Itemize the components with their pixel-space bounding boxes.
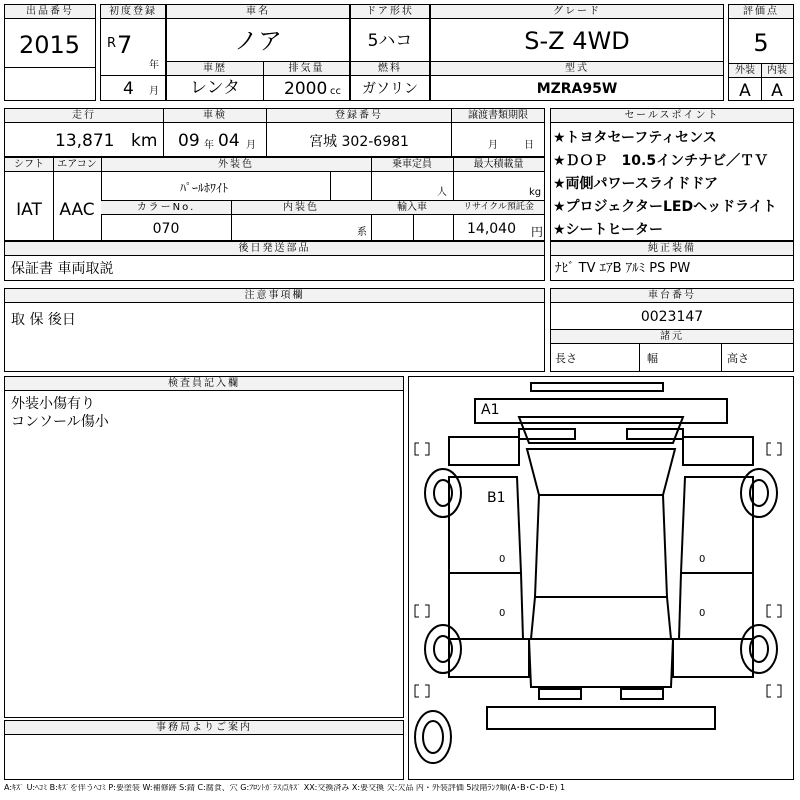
car-name-header: 車名 (167, 5, 349, 19)
fuel: ガソリン (362, 81, 418, 97)
recycle: 14,040 (467, 221, 516, 237)
era-label: R (107, 36, 117, 51)
chassis-number: 0023147 (640, 309, 704, 325)
door-type: 5ハコ (367, 31, 413, 51)
diagram-zero-3: 0 (499, 608, 506, 619)
int-color-unit: 系 (357, 227, 367, 238)
displacement: 2000 (284, 79, 328, 99)
model-code-cell (430, 61, 724, 101)
inspector-note-1: 外装小傷有り (11, 396, 95, 412)
inspection-month-unit: 月 (246, 140, 256, 151)
fuel-cell (350, 61, 430, 101)
specs-block (4, 157, 545, 241)
later-parts-header: 後日発送部品 (5, 242, 544, 256)
lot-number-cell (4, 4, 96, 101)
car-name-cell (166, 4, 350, 62)
transfer-day-unit: 日 (524, 140, 534, 151)
score-header: 評価点 (729, 5, 793, 19)
damage-mark-b1: B1 (487, 490, 506, 506)
later-parts: 保証書 車両取説 (11, 261, 114, 277)
first-reg-month: 4 (123, 79, 134, 99)
displacement-header: 排気量 (264, 62, 349, 76)
displacement-unit: cc (330, 86, 341, 97)
dims-width: 幅 (647, 352, 658, 365)
dims-height: 高さ (727, 352, 749, 365)
diagram-zero-4: 0 (699, 608, 706, 619)
shift-header: シフト (5, 158, 53, 172)
max-load-header: 最大積載量 (453, 158, 544, 172)
selling-point-2: ★ＤＯＰ 10.5インチナビ／ＴＶ (553, 153, 769, 169)
inspector-notes-header: 検査員記入欄 (5, 377, 403, 391)
transfer-month-unit: 月 (488, 140, 498, 151)
recycle-unit: 円 (531, 225, 544, 239)
aircon: AAC (59, 200, 95, 220)
later-parts-cell (4, 241, 545, 281)
selling-points-cell (550, 108, 794, 241)
first-reg-year: 7 (117, 31, 133, 59)
diagram-zero-2: 0 (699, 554, 706, 565)
inspection-cell (163, 108, 267, 157)
transfer-docs-header: 譲渡書類期限 (452, 109, 544, 123)
interior-grade: A (771, 81, 783, 101)
year-unit: 年 (149, 60, 159, 71)
inspector-note-2: コンソール傷小 (11, 414, 109, 430)
selling-points-header: セールスポイント (551, 109, 793, 123)
model-code: MZRA95W (536, 81, 618, 97)
inspection-year: 09 (178, 131, 200, 151)
model-code-header: 型式 (431, 62, 723, 76)
aircon-header: エアコン (53, 158, 101, 172)
grade-cell (430, 4, 724, 62)
registration-number-cell (266, 108, 452, 157)
door-header: ドア形状 (351, 5, 429, 19)
chassis-header: 車台番号 (551, 289, 793, 303)
selling-point-1: ★トヨタセーフティセンス (553, 130, 717, 146)
inspection-month: 04 (218, 131, 240, 151)
inspection-year-unit: 年 (204, 140, 214, 151)
grade-header: グレード (431, 5, 723, 19)
selling-point-5: ★シートヒーター (553, 222, 663, 238)
int-color-header: 内装色 (231, 201, 371, 215)
seats-header: 乗車定員 (371, 158, 453, 172)
first-registration-header: 初度登録 (101, 5, 165, 19)
notes-cell (4, 288, 545, 372)
color-no: 070 (152, 221, 180, 237)
score-cell (728, 4, 794, 101)
mileage: 13,871 (55, 131, 115, 151)
dims-header: 諸元 (551, 330, 793, 344)
mileage-unit: km (131, 131, 158, 151)
lot-number: 2015 (19, 31, 81, 59)
genuine-equip-header: 純正装備 (551, 242, 793, 256)
exterior-grade: A (739, 81, 751, 101)
car-diagram (409, 377, 793, 779)
recycle-header: リサイクル預託金 (453, 201, 544, 215)
ext-color: ﾊﾟｰﾙﾎﾜｲﾄ (180, 181, 229, 195)
selling-point-4: ★プロジェクターLEDヘッドライト (553, 199, 777, 215)
chassis-cell (550, 288, 794, 372)
genuine-equip: ﾅﾋﾞ TV ｴｱB ｱﾙﾐ PS PW (555, 261, 691, 276)
seats-unit: 人 (437, 187, 447, 198)
legend: A:ｷｽﾞ U:ﾍｺﾐ B:ｷｽﾞを伴うﾍｺﾐ P:要塗装 W:補修跡 S:錆 C:腐食、穴 G:ﾌﾛﾝﾄｶﾞﾗｽ点ｷｽﾞ XX:交換済み X:要交換 欠:欠品 内・外装評価 5段階ﾗﾝｸ順(A･B･C･D･E) 1 (4, 784, 566, 792)
history-header: 車歴 (167, 62, 263, 76)
ext-color-header: 外装色 (101, 158, 371, 172)
car-name: ノア (234, 27, 282, 55)
registration-number: 宮城 302-6981 (309, 134, 409, 150)
month-unit: 月 (149, 86, 159, 97)
history-cell (166, 61, 264, 101)
color-no-header: カラーNo. (101, 201, 231, 215)
interior-header: 内装 (761, 64, 793, 78)
import-header: 輸入車 (371, 201, 453, 215)
dims-length: 長さ (555, 352, 577, 365)
diagram-zero-1: 0 (499, 554, 506, 565)
transfer-docs-cell (451, 108, 545, 157)
registration-number-header: 登録番号 (267, 109, 451, 123)
exterior-header: 外装 (729, 64, 761, 78)
mileage-cell (4, 108, 164, 157)
inspector-notes-cell (4, 376, 404, 718)
genuine-equip-cell (550, 241, 794, 281)
fuel-header: 燃料 (351, 62, 429, 76)
door-cell (350, 4, 430, 62)
grade: S-Z 4WD (524, 27, 630, 55)
notes-header: 注意事項欄 (5, 289, 544, 303)
car-diagram-cell (408, 376, 794, 780)
inspection-header: 車検 (164, 109, 266, 123)
office-notice-cell (4, 720, 404, 780)
mileage-header: 走行 (5, 109, 163, 123)
damage-mark-a1: A1 (481, 402, 500, 418)
lot-number-header: 出品番号 (5, 5, 95, 19)
selling-point-3: ★両側パワースライドドア (553, 176, 719, 192)
displacement-cell (263, 61, 350, 101)
office-notice-header: 事務局よりご案内 (5, 721, 403, 735)
first-registration-cell (100, 4, 166, 101)
notes: 取 保 後日 (11, 312, 76, 328)
shift: IAT (16, 200, 42, 220)
history: レンタ (190, 78, 240, 98)
score: 5 (753, 29, 769, 57)
load-unit: kg (529, 187, 542, 198)
